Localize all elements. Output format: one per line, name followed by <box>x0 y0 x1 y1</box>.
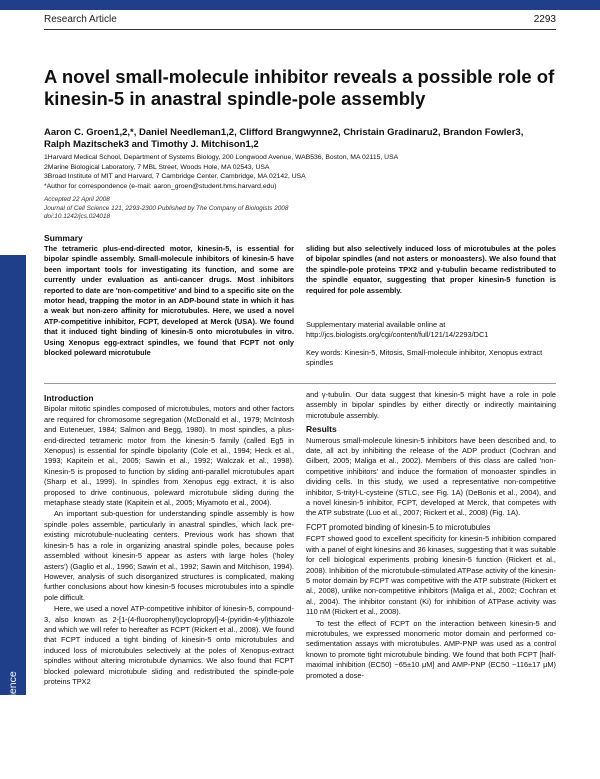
accepted-date: Accepted 22 April 2008 <box>44 196 110 203</box>
journal-name: Journal of Cell Science <box>7 671 19 779</box>
authors-line-2: Ralph Mazitschek3 and Timothy J. Mitchison1,2 <box>44 139 259 150</box>
page-number: 2293 <box>533 14 556 25</box>
affiliation-3: 3Broad Institute of MIT and Harvard, 7 Cambridge Center, Cambridge, MA 02142, USA <box>44 173 306 181</box>
keywords: Key words: Kinesin-5, Mitosis, Small-molecule inhibitor, Xenopus extract spindles <box>306 348 543 367</box>
results-subheading: FCPT promoted binding of kinesin-5 to microtubules <box>306 522 491 532</box>
correspondence-note: *Author for correspondence (e-mail: aaron_groen@student.hms.harvard.edu) <box>44 182 277 190</box>
results-paragraph-1: Numerous small-molecule kinesin-5 inhibitors have been described and, to date, all act by inhibiting the release of the ADP product (Cochran and Gilbert, 2005; Maliga et al., 2002). Members of this class are called 'non-competitive inhibitors' and induce the formation of monoaster spindles in dividing cells. In this study, we used a representative non-competitive inhibitor, S-trityl-L-cysteine (STLC, see Fig. 1A) (DeBonis et al., 2004), and a novel kinesin-5 inhibitor, FCPT, developed at Merck, that competes with the ATP substrate (Luo et al., 2007; Rickert et al., 2008) (Fig. 1A). <box>306 435 556 518</box>
results-paragraph-3: To test the effect of FCPT on the interaction between kinesin-5 and microtubules, we expressed monomeric motor domain and performed co-sedimentation assays with microtubules. AMP-PNP was used as a control known to promote tight microtubule binding. We found that both FCPT [half-maximal inhibition (EC50) ~65±10 μM] and AMP-PNP (EC50 ~116±17 μM) promoted a dose- <box>306 618 556 680</box>
authors-line-1: Aaron C. Groen1,2,*, Daniel Needleman1,2, Clifford Brangwynne2, Christain Gradinaru2, Brandon Fowler3, <box>44 127 524 138</box>
body-right-column <box>306 390 556 682</box>
header-rule <box>44 29 556 30</box>
summary-text-col1: The tetrameric plus-end-directed motor, kinesin-5, is essential for bipolar spindle assembly. Small-molecule inhibitors of kinesin-5 have been important tools for investigating its function, and some are currently under evaluation as anti-cancer drugs. Most inhibitors reported to date are 'non-competitive' and bind to a specific site on the motor head, trapping the motor in an ADP-bound state in which it has a weak but non-zero affinity for microtubules. Here, we used a novel ATP-competitive inhibitor, FCPT, developed at Merck (USA). We found that it induced tight binding of kinesin-5 onto microtubules in vitro. Using Xenopus egg-extract spindles, we found that FCPT not only blocked poleward microtubule <box>44 244 294 358</box>
top-color-bar <box>0 0 600 10</box>
intro-continued: and γ-tubulin. Our data suggest that kinesin-5 might have a role in pole assembly in bipolar spindles by either directly or indirectly maintaining microtubule assembly. <box>306 390 556 420</box>
introduction-heading: Introduction <box>44 393 94 403</box>
author-list <box>44 127 564 151</box>
intro-paragraph-1: Bipolar mitotic spindles composed of microtubules, motors and other factors are required for chromosome segregation (McDonald et al., 1979; McIntosh and Euteneuer, 1984; Salmon and Begg, 1980). In most spindles, a plus-end-directed tetrameric motor from the kinesin-5 family (called Eg5 in Xenopus) is essential for spindle bipolarity (Cole et al., 1994; Heck et al., 1993; Kapitein et al., 2005; Sawin et al., 1992; Walczak et al., 1998). Kinesin-5 is proposed to function by sliding anti-parallel microtubules apart (Sharp et al., 1999). In spindles from Xenopus egg extract, it is also proposed to drive continuous, poleward microtubule sliding during the metaphase steady state (Kapitein et al., 2005; Miyamoto et al., 2004). <box>44 404 294 508</box>
article-type-label: Research Article <box>44 14 117 25</box>
affiliation-2: 2Marine Biological Laboratory, 7 MBL Street, Woods Hole, MA 02543, USA <box>44 163 270 171</box>
publication-info <box>44 196 444 222</box>
affiliation-1: 1Harvard Medical School, Department of Systems Biology, 200 Longwood Avenue, WAB536, Boston, MA 02115, USA <box>44 154 399 161</box>
doi: doi:10.1242/jcs.024018 <box>44 213 111 220</box>
citation-line: Journal of Cell Science 121, 2293-2300 Published by The Company of Biologists 2008 <box>44 204 289 212</box>
results-heading: Results <box>306 424 337 435</box>
summary-heading: Summary <box>44 233 83 243</box>
intro-paragraph-2: An important sub-question for understanding spindle assembly is how spindle poles assemble, particularly in anastral spindles, which lack pre-existing microtubule-nucleating centers. Previous work has shown that kinesin-5 has a role in organizing anastral spindle poles, because poles assembled without kinesin-5 appear as asters with large holes ('holey asters') (Gaglio et al., 1996; Sawin et al., 1992; Sawin and Mitchison, 1994). However, analysis of such disorganized structures is complicated, making further conclusions about how kinesin-5 focuses microtubules into a spindle pole difficult. <box>44 509 294 602</box>
journal-side-band <box>0 255 26 779</box>
intro-paragraph-3: Here, we used a novel ATP-competitive inhibitor of kinesin-5, compound-3, also known as 2-[1-(4-fluorophenyl)cyclopropyl]-4-(pyridin-4-yl)thiazole and which we will refer to hereafter as FCPT (Rickert et al., 2008). We found that FCPT induced a tight binding of kinesin-5 onto microtubules and induced loss of microtubules selectively at the poles of Xenopus-extract spindles without altering microtubule dynamics. We also found that FCPT blocked poleward microtubule sliding and redistributed the spindle-pole proteins TPX2 <box>44 604 294 686</box>
body-left-column <box>44 390 294 688</box>
section-divider <box>44 383 556 384</box>
affiliations <box>44 153 564 191</box>
supplementary-link[interactable]: Supplementary material available online at http://jcs.biologists.org/cgi/content/full/121/14/2293/DC1 <box>306 320 489 339</box>
article-title: A novel small-molecule inhibitor reveals a possible role of kinesin-5 in anastral spindle-pole assembly <box>44 66 555 109</box>
summary-text-col2: sliding but also selectively induced loss of microtubules at the poles of bipolar spindles (and not asters or monoasters). We also found that the spindle-pole proteins TPX2 and γ-tubulin became redistributed to the spindle equator, suggesting that proper kinesin-5 function is required for pole assembly. <box>306 244 556 295</box>
results-paragraph-2: FCPT showed good to excellent specificity for kinesin-5 inhibition compared with a panel of eight kinesins and 36 kinases, suggesting that it was suitable for cell biological experiments probing kinesin-5 function (Rickert et al., 2008). Inhibition of the microtubule-stimulated ATPase activity of the kinesin-5 motor domain by FCPT was competitive with the ATP substrate (Rickert et al., 2008), unlike non-competitive inhibitors (Maliga et al., 2002; Cochran et al., 2004). The inhibitor constant (Ki) for inhibition of ATPase activity was 110 nM (Rickert et al., 2008). <box>306 534 556 617</box>
running-header <box>44 14 556 28</box>
